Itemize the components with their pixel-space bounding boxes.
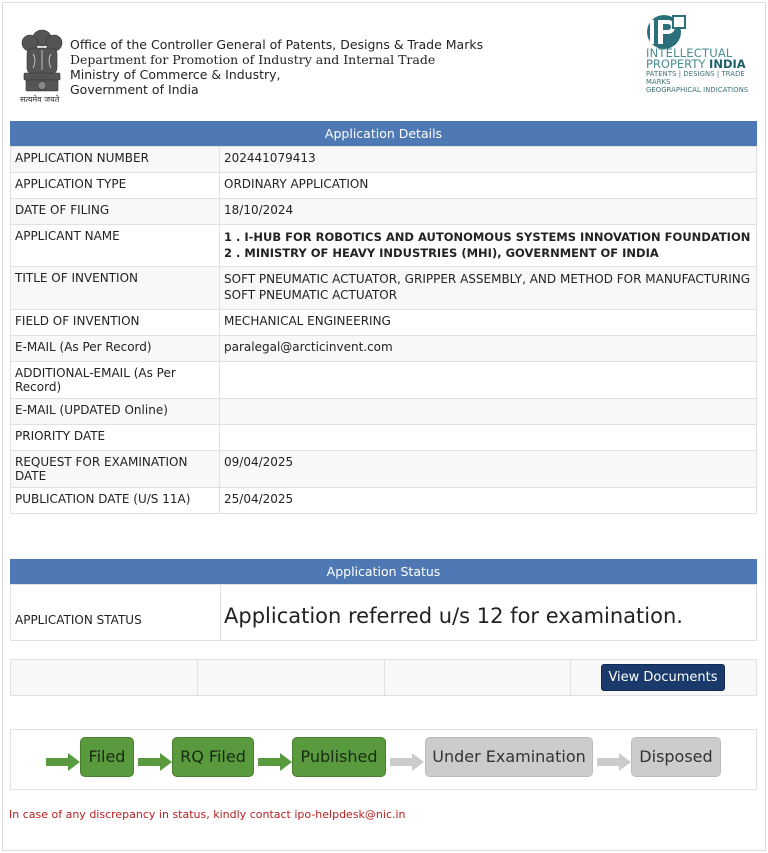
applicant-name-value <box>220 225 757 267</box>
row-value: SOFT PNEUMATIC ACTUATOR, GRIPPER ASSEMBLY, AND METHOD FOR MANUFACTURING SOFT PNEUMATIC ACTUATOR <box>220 267 757 310</box>
row-value: MECHANICAL ENGINEERING <box>220 310 757 336</box>
cell-divider <box>197 660 198 695</box>
discrepancy-note: In case of any discrepancy in status, kindly contact ipo-helpdesk@nic.in <box>9 808 406 821</box>
table-row <box>11 362 757 399</box>
row-value <box>220 425 757 451</box>
arrow-right-icon <box>258 753 292 771</box>
office-line-4: Government of India <box>70 82 199 97</box>
row-label: TITLE OF INVENTION <box>11 267 220 310</box>
status-label: APPLICATION STATUS <box>15 613 142 627</box>
table-row <box>11 225 757 267</box>
timeline-step-rq-filed: RQ Filed <box>172 737 254 777</box>
row-value: 18/10/2024 <box>220 199 757 225</box>
table-row <box>11 336 757 362</box>
row-label: PRIORITY DATE <box>11 425 220 451</box>
office-title-block <box>70 37 483 97</box>
application-details-header: Application Details <box>10 121 757 146</box>
row-label: DATE OF FILING <box>11 199 220 225</box>
row-value: 25/04/2025 <box>220 488 757 514</box>
timeline-step-under-examination: Under Examination <box>425 737 593 777</box>
view-documents-button[interactable]: View Documents <box>601 664 725 691</box>
application-status-header: Application Status <box>10 559 757 584</box>
arrow-right-icon <box>46 753 80 771</box>
row-label: APPLICANT NAME <box>11 225 220 267</box>
row-label: ADDITIONAL-EMAIL (As Per Record) <box>11 362 220 399</box>
row-value: paralegal@arcticinvent.com <box>220 336 757 362</box>
row-value <box>220 399 757 425</box>
table-row <box>11 399 757 425</box>
timeline-step-published: Published <box>292 737 386 777</box>
office-line-1: Office of the Controller General of Patents, Designs & Trade Marks <box>70 37 484 52</box>
timeline-step-disposed: Disposed <box>631 737 721 777</box>
row-value: 202441079413 <box>220 147 757 173</box>
table-row <box>11 267 757 310</box>
applicant-line-2: 2 . MINISTRY OF HEAVY INDUSTRIES (MHI), GOVERNMENT OF INDIA <box>224 246 659 260</box>
status-value: Application referred u/s 12 for examination. <box>224 604 683 628</box>
cell-divider <box>570 660 571 695</box>
status-divider <box>220 585 221 640</box>
emblem-caption: सत्यमेव जयते <box>20 95 60 104</box>
row-label: E-MAIL (As Per Record) <box>11 336 220 362</box>
ip-india-logo-text: INTELLECTUAL PROPERTY INDIA PATENTS | DESIGNS | TRADE MARKS GEOGRAPHICAL INDICATIONS <box>646 46 749 94</box>
office-line-2: Department for Promotion of Industry and Internal Trade <box>70 52 436 67</box>
arrow-right-icon <box>390 753 424 771</box>
table-row <box>11 173 757 199</box>
row-label: PUBLICATION DATE (U/S 11A) <box>11 488 220 514</box>
timeline-step-filed: Filed <box>80 737 134 777</box>
arrow-right-icon <box>597 753 631 771</box>
table-row <box>11 147 757 173</box>
row-label: REQUEST FOR EXAMINATION DATE <box>11 451 220 488</box>
row-label: APPLICATION NUMBER <box>11 147 220 173</box>
applicant-line-1: 1 . I-HUB FOR ROBOTICS AND AUTONOMOUS SYSTEMS INNOVATION FOUNDATION <box>224 230 751 244</box>
arrow-right-icon <box>138 753 172 771</box>
row-label: E-MAIL (UPDATED Online) <box>11 399 220 425</box>
page-header <box>0 0 768 118</box>
table-row <box>11 310 757 336</box>
row-value: ORDINARY APPLICATION <box>220 173 757 199</box>
application-status-row <box>10 584 757 641</box>
table-row <box>11 451 757 488</box>
row-label: FIELD OF INVENTION <box>11 310 220 336</box>
cell-divider <box>384 660 385 695</box>
row-value <box>220 362 757 399</box>
table-row <box>11 425 757 451</box>
table-row <box>11 199 757 225</box>
application-details-table <box>10 146 757 514</box>
table-row <box>11 488 757 514</box>
row-value: 09/04/2025 <box>220 451 757 488</box>
office-line-3: Ministry of Commerce & Industry, <box>70 67 281 82</box>
row-label: APPLICATION TYPE <box>11 173 220 199</box>
